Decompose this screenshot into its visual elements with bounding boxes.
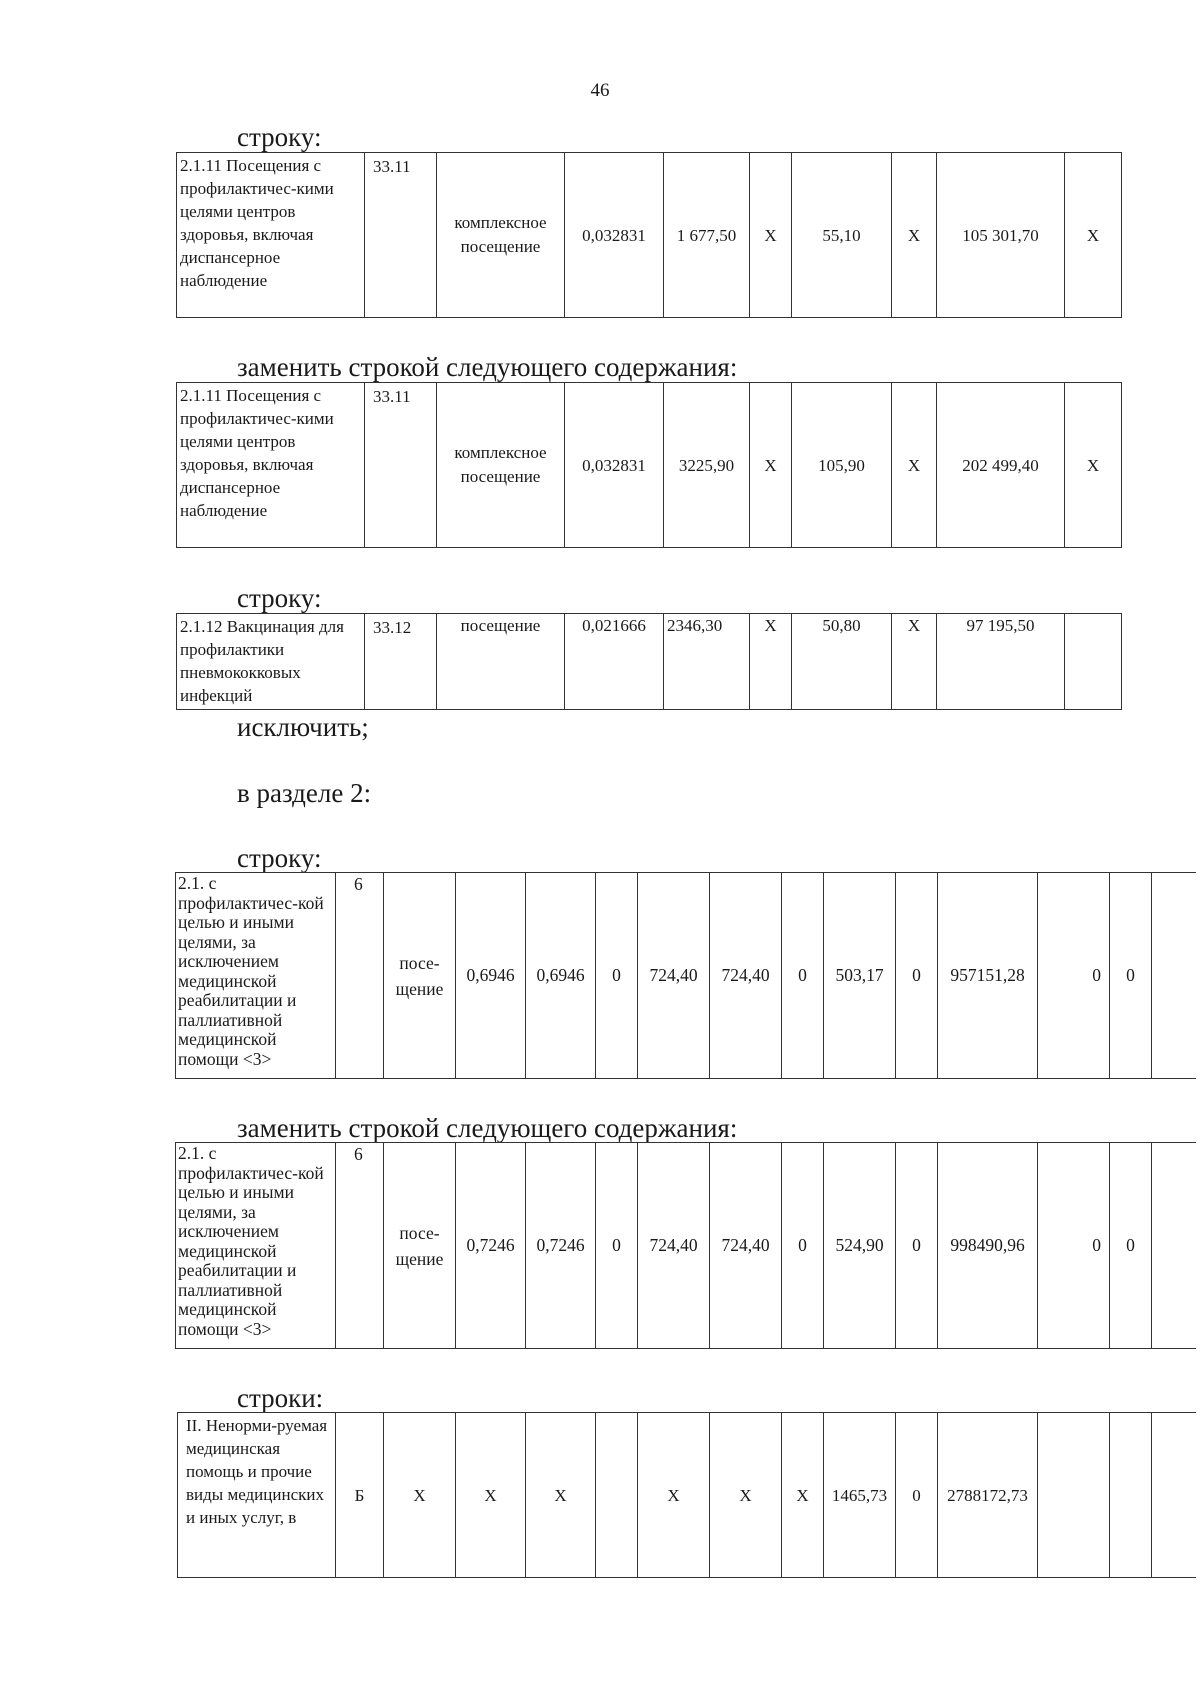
instruction-exclude: исключить; [237, 712, 369, 742]
value-cell: 0 [1038, 1143, 1110, 1349]
value-cell: 724,40 [710, 1143, 782, 1349]
value-cell: 0,6946 [526, 873, 596, 1079]
value-cell: 724,40 [638, 1143, 710, 1349]
empty-cell [596, 1413, 638, 1578]
norm-cell: 0,021666 [565, 614, 664, 710]
x-cell: X [384, 1413, 456, 1578]
x-cell: X [456, 1413, 526, 1578]
value-cell: 0,7246 [456, 1143, 526, 1349]
value-cell: 0 [782, 873, 824, 1079]
section-heading: в разделе 2: [237, 778, 372, 808]
value-cell: 0 [596, 873, 638, 1079]
empty-cell [1152, 873, 1196, 1079]
x-cell: X [750, 614, 792, 710]
value-cell: 998490,96 [938, 1143, 1038, 1349]
row-name: 2.1. с профилактичес-кой целью и иными целями, за исключением медицинской реабилитации и паллиативной медицинской помощи <3> [176, 873, 336, 1079]
cost-cell: 1 677,50 [664, 153, 750, 318]
table-row-2-1-11-old [176, 152, 1122, 318]
x-cell: X [1065, 153, 1122, 318]
unit-cell: посе-щение [384, 873, 456, 1079]
value-cell: 0 [782, 1143, 824, 1349]
norm-cell: 0,032831 [565, 153, 664, 318]
unit-cell: посе-щение [384, 1143, 456, 1349]
x-cell: X [892, 383, 937, 548]
value-cell: 0 [1038, 873, 1110, 1079]
x-cell: X [1065, 383, 1122, 548]
unit-cell: посещение [437, 614, 565, 710]
value-cell: 0 [1110, 873, 1152, 1079]
cost-cell: 3225,90 [664, 383, 750, 548]
row-code: 33.11 [365, 153, 437, 318]
instruction-row-label: строку: [237, 843, 322, 873]
instruction-replace: заменить строкой следующего содержания: [237, 352, 738, 382]
per-capita-cell: 105,90 [792, 383, 892, 548]
norm-cell: 0,032831 [565, 383, 664, 548]
instruction-row-label: строку: [237, 122, 322, 152]
value-cell: 0,6946 [456, 873, 526, 1079]
row-code: 6 [336, 873, 384, 1079]
x-cell: X [892, 614, 937, 710]
x-cell: X [892, 153, 937, 318]
row-name: 2.1.12 Вакцинация для профилактики пневмококковых инфекций [177, 614, 365, 710]
value-cell: 957151,28 [938, 873, 1038, 1079]
empty-cell [1110, 1413, 1152, 1578]
value-cell: 0 [896, 1413, 938, 1578]
empty-cell [1152, 1413, 1196, 1578]
table-row-2-1-12 [176, 613, 1122, 710]
per-capita-cell: 55,10 [792, 153, 892, 318]
table-row-ii [177, 1412, 1196, 1578]
instruction-rows-label: строки: [237, 1383, 324, 1413]
value-cell: 503,17 [824, 873, 896, 1079]
x-cell: X [526, 1413, 596, 1578]
row-code: Б [336, 1413, 384, 1578]
instruction-replace: заменить строкой следующего содержания: [237, 1113, 738, 1143]
unit-cell: комплексное посещение [437, 383, 565, 548]
value-cell: 724,40 [710, 873, 782, 1079]
row-name: II. Ненорми-руемая медицинская помощь и прочие виды медицинских и иных услуг, в [178, 1413, 336, 1578]
x-cell: X [750, 153, 792, 318]
x-cell: X [710, 1413, 782, 1578]
total-cell: 105 301,70 [937, 153, 1065, 318]
unit-cell: комплексное посещение [437, 153, 565, 318]
table-row-2-1-11-new [176, 382, 1122, 548]
table-row-2-1-new [175, 1142, 1196, 1349]
cost-cell: 2346,30 [664, 614, 750, 710]
x-cell: X [638, 1413, 710, 1578]
row-name: 2.1.11 Посещения с профилактичес-кими целями центров здоровья, включая диспансерное наблюдение [177, 153, 365, 318]
value-cell: 0 [896, 873, 938, 1079]
value-cell: 1465,73 [824, 1413, 896, 1578]
x-cell: X [782, 1413, 824, 1578]
page-number: 46 [590, 80, 610, 101]
empty-cell [1038, 1413, 1110, 1578]
value-cell: 0 [596, 1143, 638, 1349]
value-cell: 724,40 [638, 873, 710, 1079]
empty-cell [1152, 1143, 1196, 1349]
empty-cell [1065, 614, 1122, 710]
value-cell: 524,90 [824, 1143, 896, 1349]
total-cell: 97 195,50 [937, 614, 1065, 710]
x-cell: X [750, 383, 792, 548]
row-code: 33.12 [365, 614, 437, 710]
table-row-2-1-old [175, 872, 1196, 1079]
row-name: 2.1.11 Посещения с профилактичес-кими целями центров здоровья, включая диспансерное наблюдение [177, 383, 365, 548]
row-name: 2.1. с профилактичес-кой целью и иными целями, за исключением медицинской реабилитации и паллиативной медицинской помощи <3> [176, 1143, 336, 1349]
instruction-row-label: строку: [237, 583, 322, 613]
row-code: 6 [336, 1143, 384, 1349]
per-capita-cell: 50,80 [792, 614, 892, 710]
total-cell: 202 499,40 [937, 383, 1065, 548]
value-cell: 0 [896, 1143, 938, 1349]
row-code: 33.11 [365, 383, 437, 548]
value-cell: 0 [1110, 1143, 1152, 1349]
value-cell: 0,7246 [526, 1143, 596, 1349]
value-cell: 2788172,73 [938, 1413, 1038, 1578]
